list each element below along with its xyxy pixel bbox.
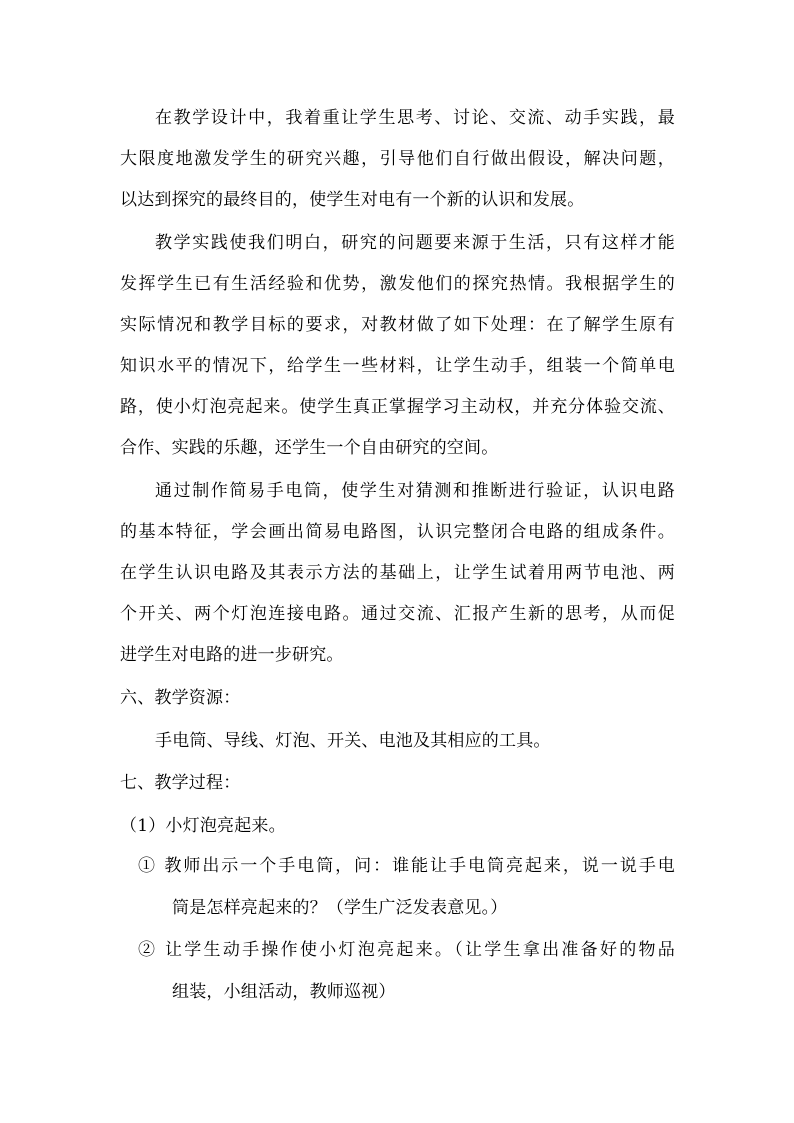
paragraph-line: 大限度地激发学生的研究兴趣，引导他们自行做出假设，解决问题， [120,149,675,169]
paragraph-line: 教学实践使我们明白，研究的问题要来源于生活，只有这样才能 [155,233,675,253]
paragraph-line: 通过制作简易手电筒，使学生对猜测和推断进行验证，认识电路 [155,481,675,501]
paragraph-line: 知识水平的情况下，给学生一些材料，让学生动手，组装一个简单电 [120,356,675,376]
section-heading: 六、教学资源： [120,688,241,708]
section-heading: 七、教学过程： [120,773,241,793]
paragraph-line: 路，使小灯泡亮起来。使学生真正掌握学习主动权，并充分体验交流、 [120,397,675,417]
paragraph-line: 合作、实践的乐趣，还学生一个自由研究的空间。 [120,438,499,458]
list-item-continuation: 筒是怎样亮起来的？（学生广泛发表意见。） [172,898,508,918]
subsection-heading: （1）小灯泡亮起来。 [120,816,286,836]
paragraph-line: 在学生认识电路及其表示方法的基础上，让学生试着用两节电池、两 [120,563,675,583]
paragraph-line: 实际情况和教学目标的要求，对教材做了如下处理：在了解学生原有 [120,315,675,335]
list-item: ② 让学生动手操作使小灯泡亮起来。（让学生拿出准备好的物品 [138,940,675,960]
paragraph-line: 个开关、两个灯泡连接电路。通过交流、汇报产生新的思考，从而促 [120,604,675,624]
paragraph-line: 在教学设计中，我着重让学生思考、讨论、交流、动手实践，最 [155,108,675,128]
paragraph-line: 的基本特征，学会画出简易电路图，认识完整闭合电路的组成条件。 [120,522,675,542]
paragraph-line: 以达到探究的最终目的，使学生对电有一个新的认识和发展。 [120,190,585,210]
section-content: 手电筒、导线、灯泡、开关、电池及其相应的工具。 [155,731,551,751]
paragraph-line: 发挥学生已有生活经验和优势，激发他们的探究热情。我根据学生的 [120,274,675,294]
list-item-continuation: 组装，小组活动，教师巡视） [172,982,396,1002]
paragraph-line: 进学生对电路的进一步研究。 [120,645,344,665]
list-item: ① 教师出示一个手电筒，问：谁能让手电筒亮起来，说一说手电 [138,856,675,876]
